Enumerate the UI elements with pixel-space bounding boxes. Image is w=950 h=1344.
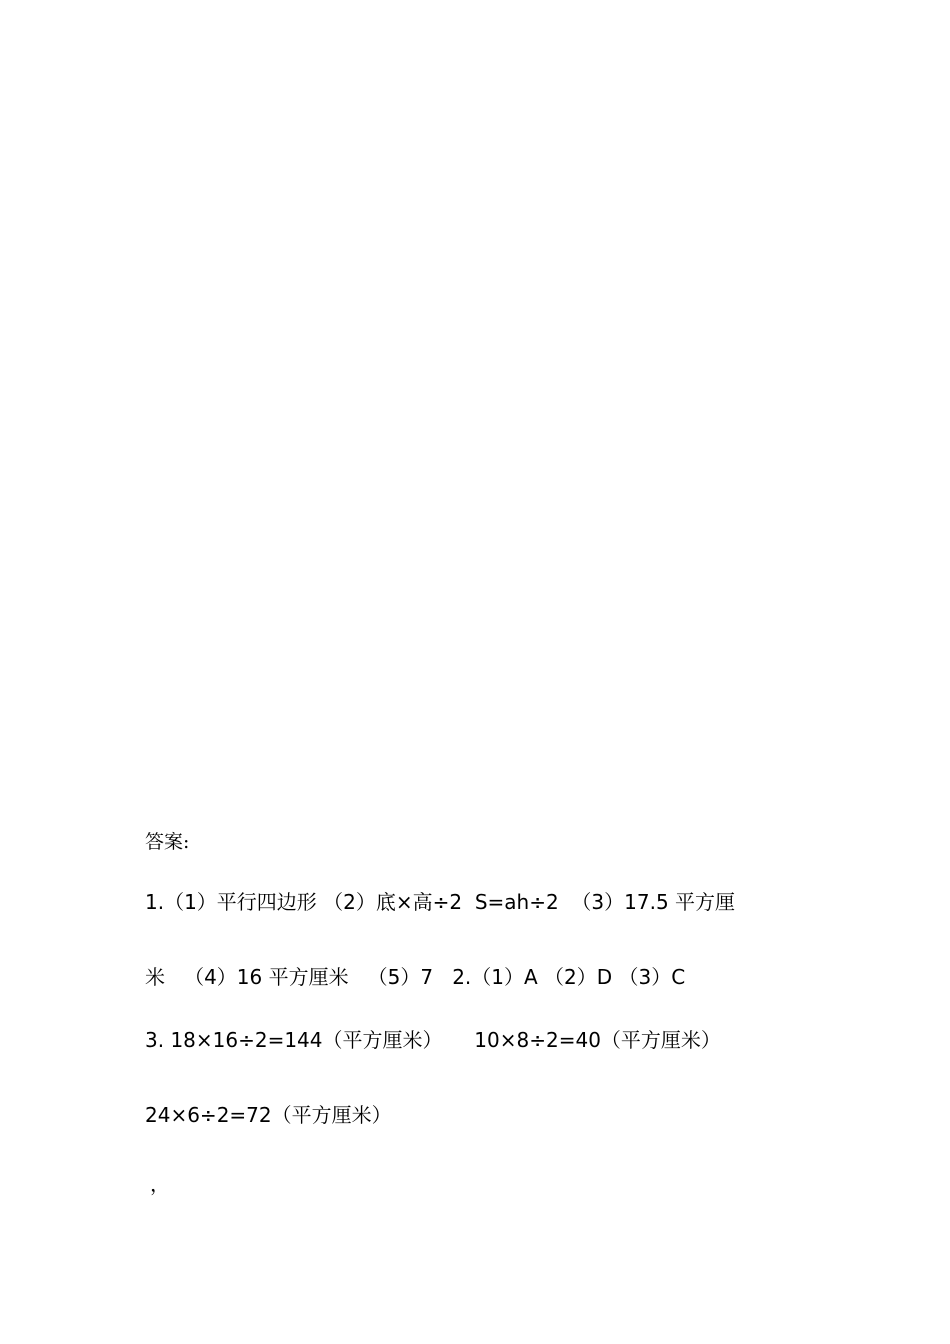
answers-heading: 答案: (145, 831, 190, 853)
trailing-comma: ， (150, 1172, 170, 1196)
answer-line-2: 米 （4）16 平方厘米 （5）7 2.（1）A （2）D （3）C (145, 965, 686, 989)
answer-line-4: 24×6÷2=72（平方厘米） (145, 1103, 392, 1127)
answer-line-3: 3. 18×16÷2=144（平方厘米） 10×8÷2=40（平方厘米） (145, 1028, 721, 1052)
answer-line-1: 1.（1）平行四边形 （2）底×高÷2 S=ah÷2 （3）17.5 平方厘 (145, 890, 736, 914)
